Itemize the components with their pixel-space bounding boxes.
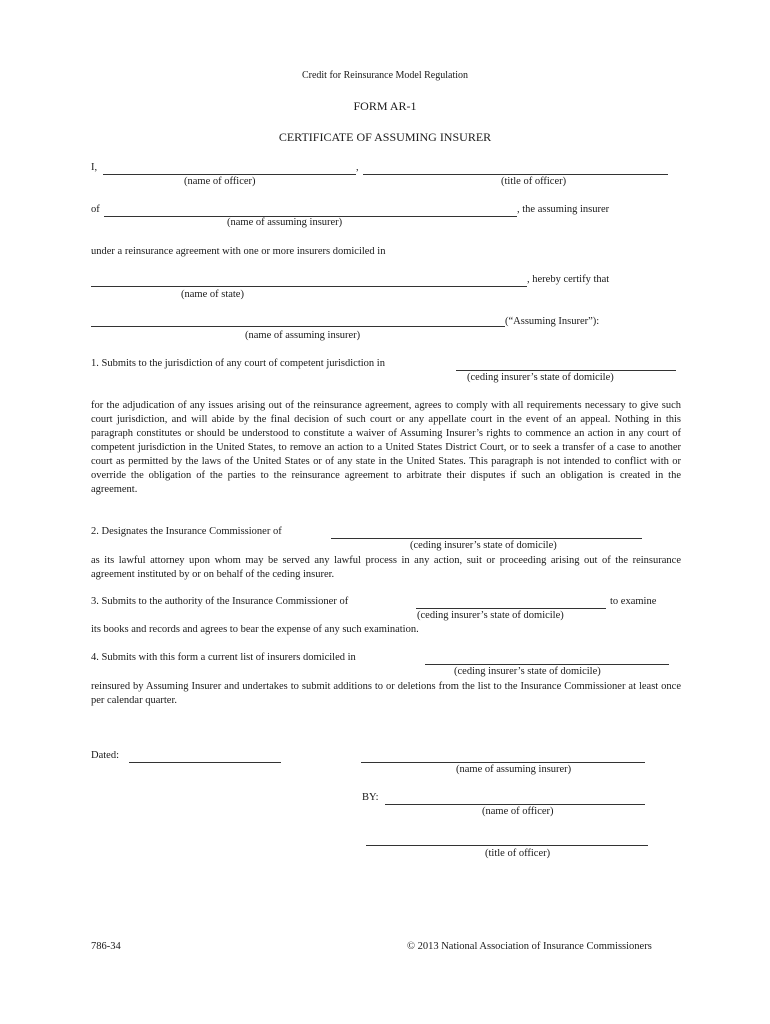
- form-title: CERTIFICATE OF ASSUMING INSURER: [278, 130, 492, 144]
- item2-caption: (ceding insurer’s state of domicile): [410, 540, 557, 551]
- item1-body: for the adjudication of any issues arising out of the reinsurance agreement, agrees to comply with all requirements necessary to give such court jurisdiction, and will abide by the final decision of such court or any appellate court in the event of an appeal. Nothing in this paragraph constitutes or should be understood to constitute a waiver of Assuming Insurer’s rights to commence an action in any court of competent jurisdiction in the United States, to remove an action to a United States District Court, or to seek a transfer of a case to another court as permitted by the laws of the United States or of any state in the United States. This paragraph is not intended to conflict with or override the obligation of the parties to the reinsurance agreement to arbitrate their disputes if such an obligation is created in the agreement.: [91, 400, 681, 495]
- copyright: © 2013 National Association of Insurance Commissioners: [407, 941, 652, 952]
- item2-lead: 2. Designates the Insurance Commissioner of: [91, 526, 282, 537]
- item4-lead: 4. Submits with this form a current list of insurers domiciled in: [91, 652, 356, 663]
- form-number: FORM AR-1: [353, 99, 417, 113]
- caption-signature-officer: (name of officer): [482, 806, 554, 817]
- item1-lead: 1. Submits to the jurisdiction of any court of competent jurisdiction in: [91, 358, 385, 369]
- assuming-insurer-quote: (“Assuming Insurer”):: [505, 316, 600, 327]
- caption-name-of-state: (name of state): [181, 289, 244, 300]
- dated-line[interactable]: [129, 762, 281, 763]
- item1-caption: (ceding insurer’s state of domicile): [467, 372, 614, 383]
- i-prefix: I,: [91, 162, 98, 173]
- comma: ,: [356, 162, 359, 173]
- page-number: 786-34: [91, 941, 121, 952]
- item2-domicile-line[interactable]: [331, 538, 642, 539]
- running-title: Credit for Reinsurance Model Regulation: [301, 70, 469, 81]
- item1-domicile-line[interactable]: [456, 370, 676, 371]
- dated-label: Dated:: [91, 750, 119, 761]
- item3-lead: 3. Submits to the authority of the Insurance Commissioner of: [91, 596, 349, 607]
- caption-signature-assuming-insurer: (name of assuming insurer): [456, 764, 572, 775]
- state-line[interactable]: [91, 286, 527, 287]
- item3-caption: (ceding insurer’s state of domicile): [417, 610, 564, 621]
- officer-title-line[interactable]: [363, 174, 668, 175]
- caption-name-of-assuming-insurer-2: (name of assuming insurer): [245, 330, 361, 341]
- by-officer-line[interactable]: [385, 804, 645, 805]
- signature-insurer-line[interactable]: [361, 762, 645, 763]
- under-agreement-text: under a reinsurance agreement with one or more insurers domiciled in: [91, 246, 386, 257]
- item4-caption: (ceding insurer’s state of domicile): [454, 666, 601, 677]
- item3-tail: to examine: [610, 596, 657, 607]
- item4-domicile-line[interactable]: [425, 664, 669, 665]
- assuming-insurer-line-2[interactable]: [91, 326, 505, 327]
- item3-body: its books and records and agrees to bear the expense of any such examination.: [91, 624, 419, 635]
- item4-body: reinsured by Assuming Insurer and undertakes to submit additions to or deletions from the list to the Insurance Commissioner at least once per calendar quarter.: [91, 681, 681, 706]
- caption-name-of-officer: (name of officer): [184, 176, 256, 187]
- title-officer-line[interactable]: [366, 845, 648, 846]
- of-prefix: of: [91, 204, 100, 215]
- hereby-certify: , hereby certify that: [527, 274, 610, 285]
- caption-name-of-assuming-insurer: (name of assuming insurer): [227, 217, 343, 228]
- item2-body: as its lawful attorney upon whom may be served any lawful process in any action, suit or proceeding arising out of the reinsurance agreement instituted by or on behalf of the ceding insurer.: [91, 555, 681, 580]
- item3-domicile-line[interactable]: [416, 608, 606, 609]
- caption-signature-title: (title of officer): [485, 848, 551, 859]
- officer-name-line[interactable]: [103, 174, 356, 175]
- caption-title-of-officer: (title of officer): [501, 176, 567, 187]
- the-assuming-insurer: , the assuming insurer: [517, 204, 610, 215]
- by-label: BY:: [362, 792, 379, 803]
